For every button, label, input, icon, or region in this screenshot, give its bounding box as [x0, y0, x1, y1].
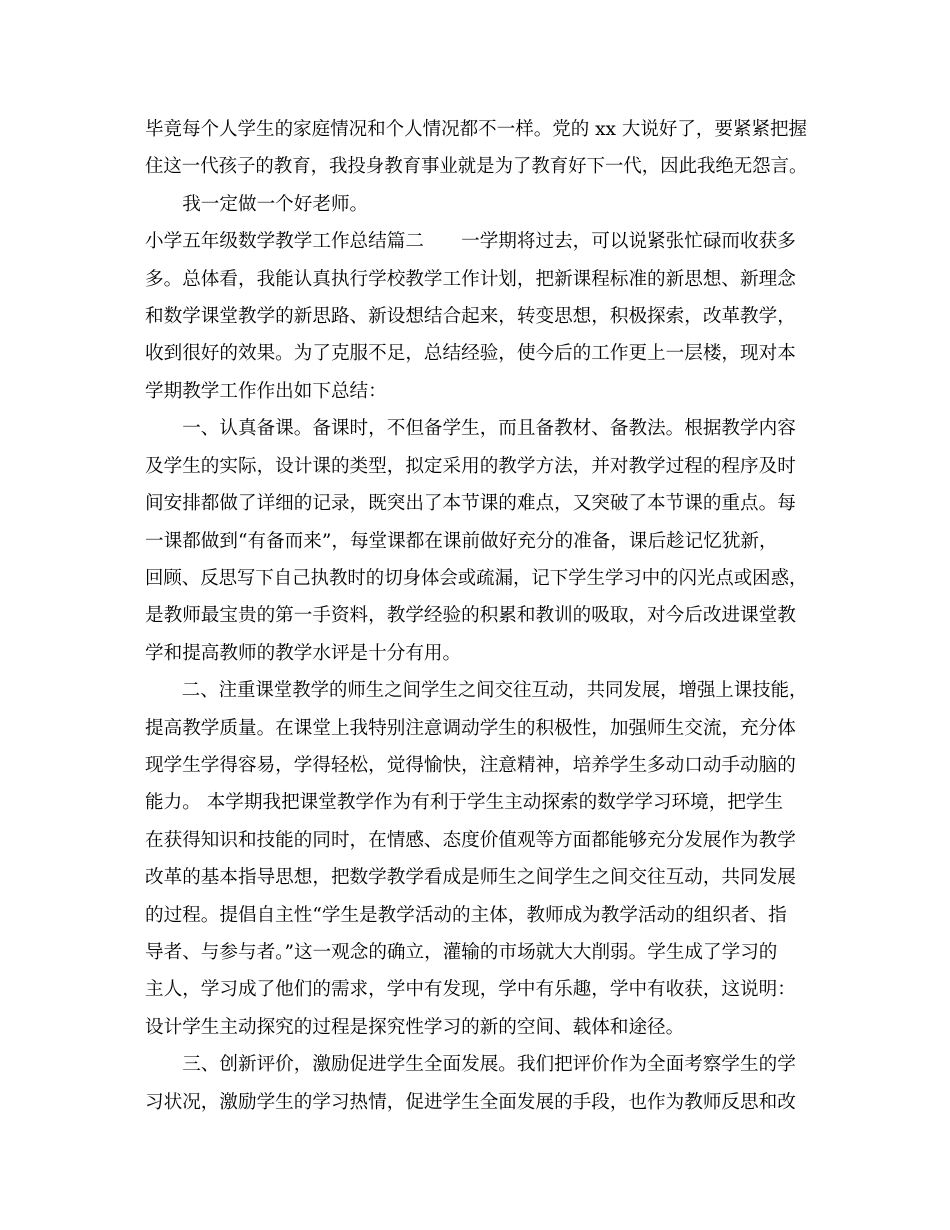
text-line-9: 一、认真备课。备课时，不但备学生，而且备教材、备教法。根据教学内容 — [145, 418, 796, 439]
text-line-25: 设计学生主动探究的过程是探究性学习的新的空间、载体和途径。 — [145, 1017, 685, 1038]
text-line-17: 提高教学质量。在课堂上我特别注意调动学生的积极性，加强师生交流，充分体 — [145, 718, 796, 739]
text-line-10: 及学生的实际，设计课的类型，拟定采用的教学方法，并对教学过程的程序及时 — [145, 456, 796, 477]
text-line-11: 间安排都做了详细的记录，既突出了本节课的难点，又突破了本节课的重点。每 — [145, 493, 796, 514]
text-line-7: 收到很好的效果。为了克服不足，总结经验，使今后的工作更上一层楼，现对本 — [145, 343, 796, 364]
text-line-21: 改革的基本指导思想，把数学教学看成是师生之间学生之间交往互动，共同发展 — [145, 867, 796, 888]
text-line-5: 多。总体看，我能认真执行学校教学工作计划，把新课程标准的新思想、新理念 — [145, 269, 796, 290]
text-line-20: 在获得知识和技能的同时，在情感、态度价值观等方面都能够充分发展作为教学 — [145, 830, 796, 851]
text-line-4: 小学五年级数学教学工作总结篇二 一学期将过去，可以说紧张忙碌而收获多 — [145, 231, 796, 252]
text-line-15: 学和提高教师的教学水评是十分有用。 — [145, 643, 462, 664]
text-line-1: 毕竟每个人学生的家庭情况和个人情况都不一样。党的 xx 大说好了，要紧紧把握 — [145, 119, 807, 140]
text-line-19: 能力。 本学期我把课堂教学作为有利于学生主动探索的数学学习环境，把学生 — [145, 792, 784, 813]
text-line-14: 是教师最宝贵的第一手资料，教学经验的积累和教训的吸取，对今后改进课堂教 — [145, 605, 796, 626]
text-line-16: 二、注重课堂教学的师生之间学生之间交往互动，共同发展，增强上课技能， — [145, 680, 808, 701]
text-line-23: 导者、与参与者。”这一观念的确立，灌输的市场就大大削弱。学生成了学习的 — [145, 942, 778, 963]
text-line-24: 主人，学习成了他们的需求，学中有发现，学中有乐趣，学中有收获，这说明： — [145, 979, 796, 1000]
text-line-13: 回顾、反思写下自己执教时的切身体会或疏漏，记下学生学习中的闪光点或困惑， — [145, 568, 808, 589]
text-line-27: 习状况，激励学生的学习热情，促进学生全面发展的手段，也作为教师反思和改 — [145, 1092, 796, 1113]
text-line-22: 的过程。提倡自主性“学生是教学活动的主体，教师成为教学活动的组织者、指 — [145, 905, 787, 926]
text-line-6: 和数学课堂教学的新思路、新设想结合起来，转变思想，积极探索，改革教学， — [145, 306, 796, 327]
text-line-2: 住这一代孩子的教育，我投身教育事业就是为了教育好下一代，因此我绝无怨言。 — [145, 156, 808, 177]
text-line-3: 我一定做一个好老师。 — [145, 194, 369, 215]
text-line-18: 现学生学得容易，学得轻松，觉得愉快，注意精神，培养学生多动口动手动脑的 — [145, 755, 796, 776]
text-line-8: 学期教学工作作出如下总结： — [145, 381, 387, 402]
text-line-26: 三、创新评价，激励促进学生全面发展。我们把评价作为全面考察学生的学 — [145, 1054, 796, 1075]
text-line-12: 一课都做到“有备而来”，每堂课都在课前做好充分的准备，课后趁记忆犹新， — [145, 531, 778, 552]
